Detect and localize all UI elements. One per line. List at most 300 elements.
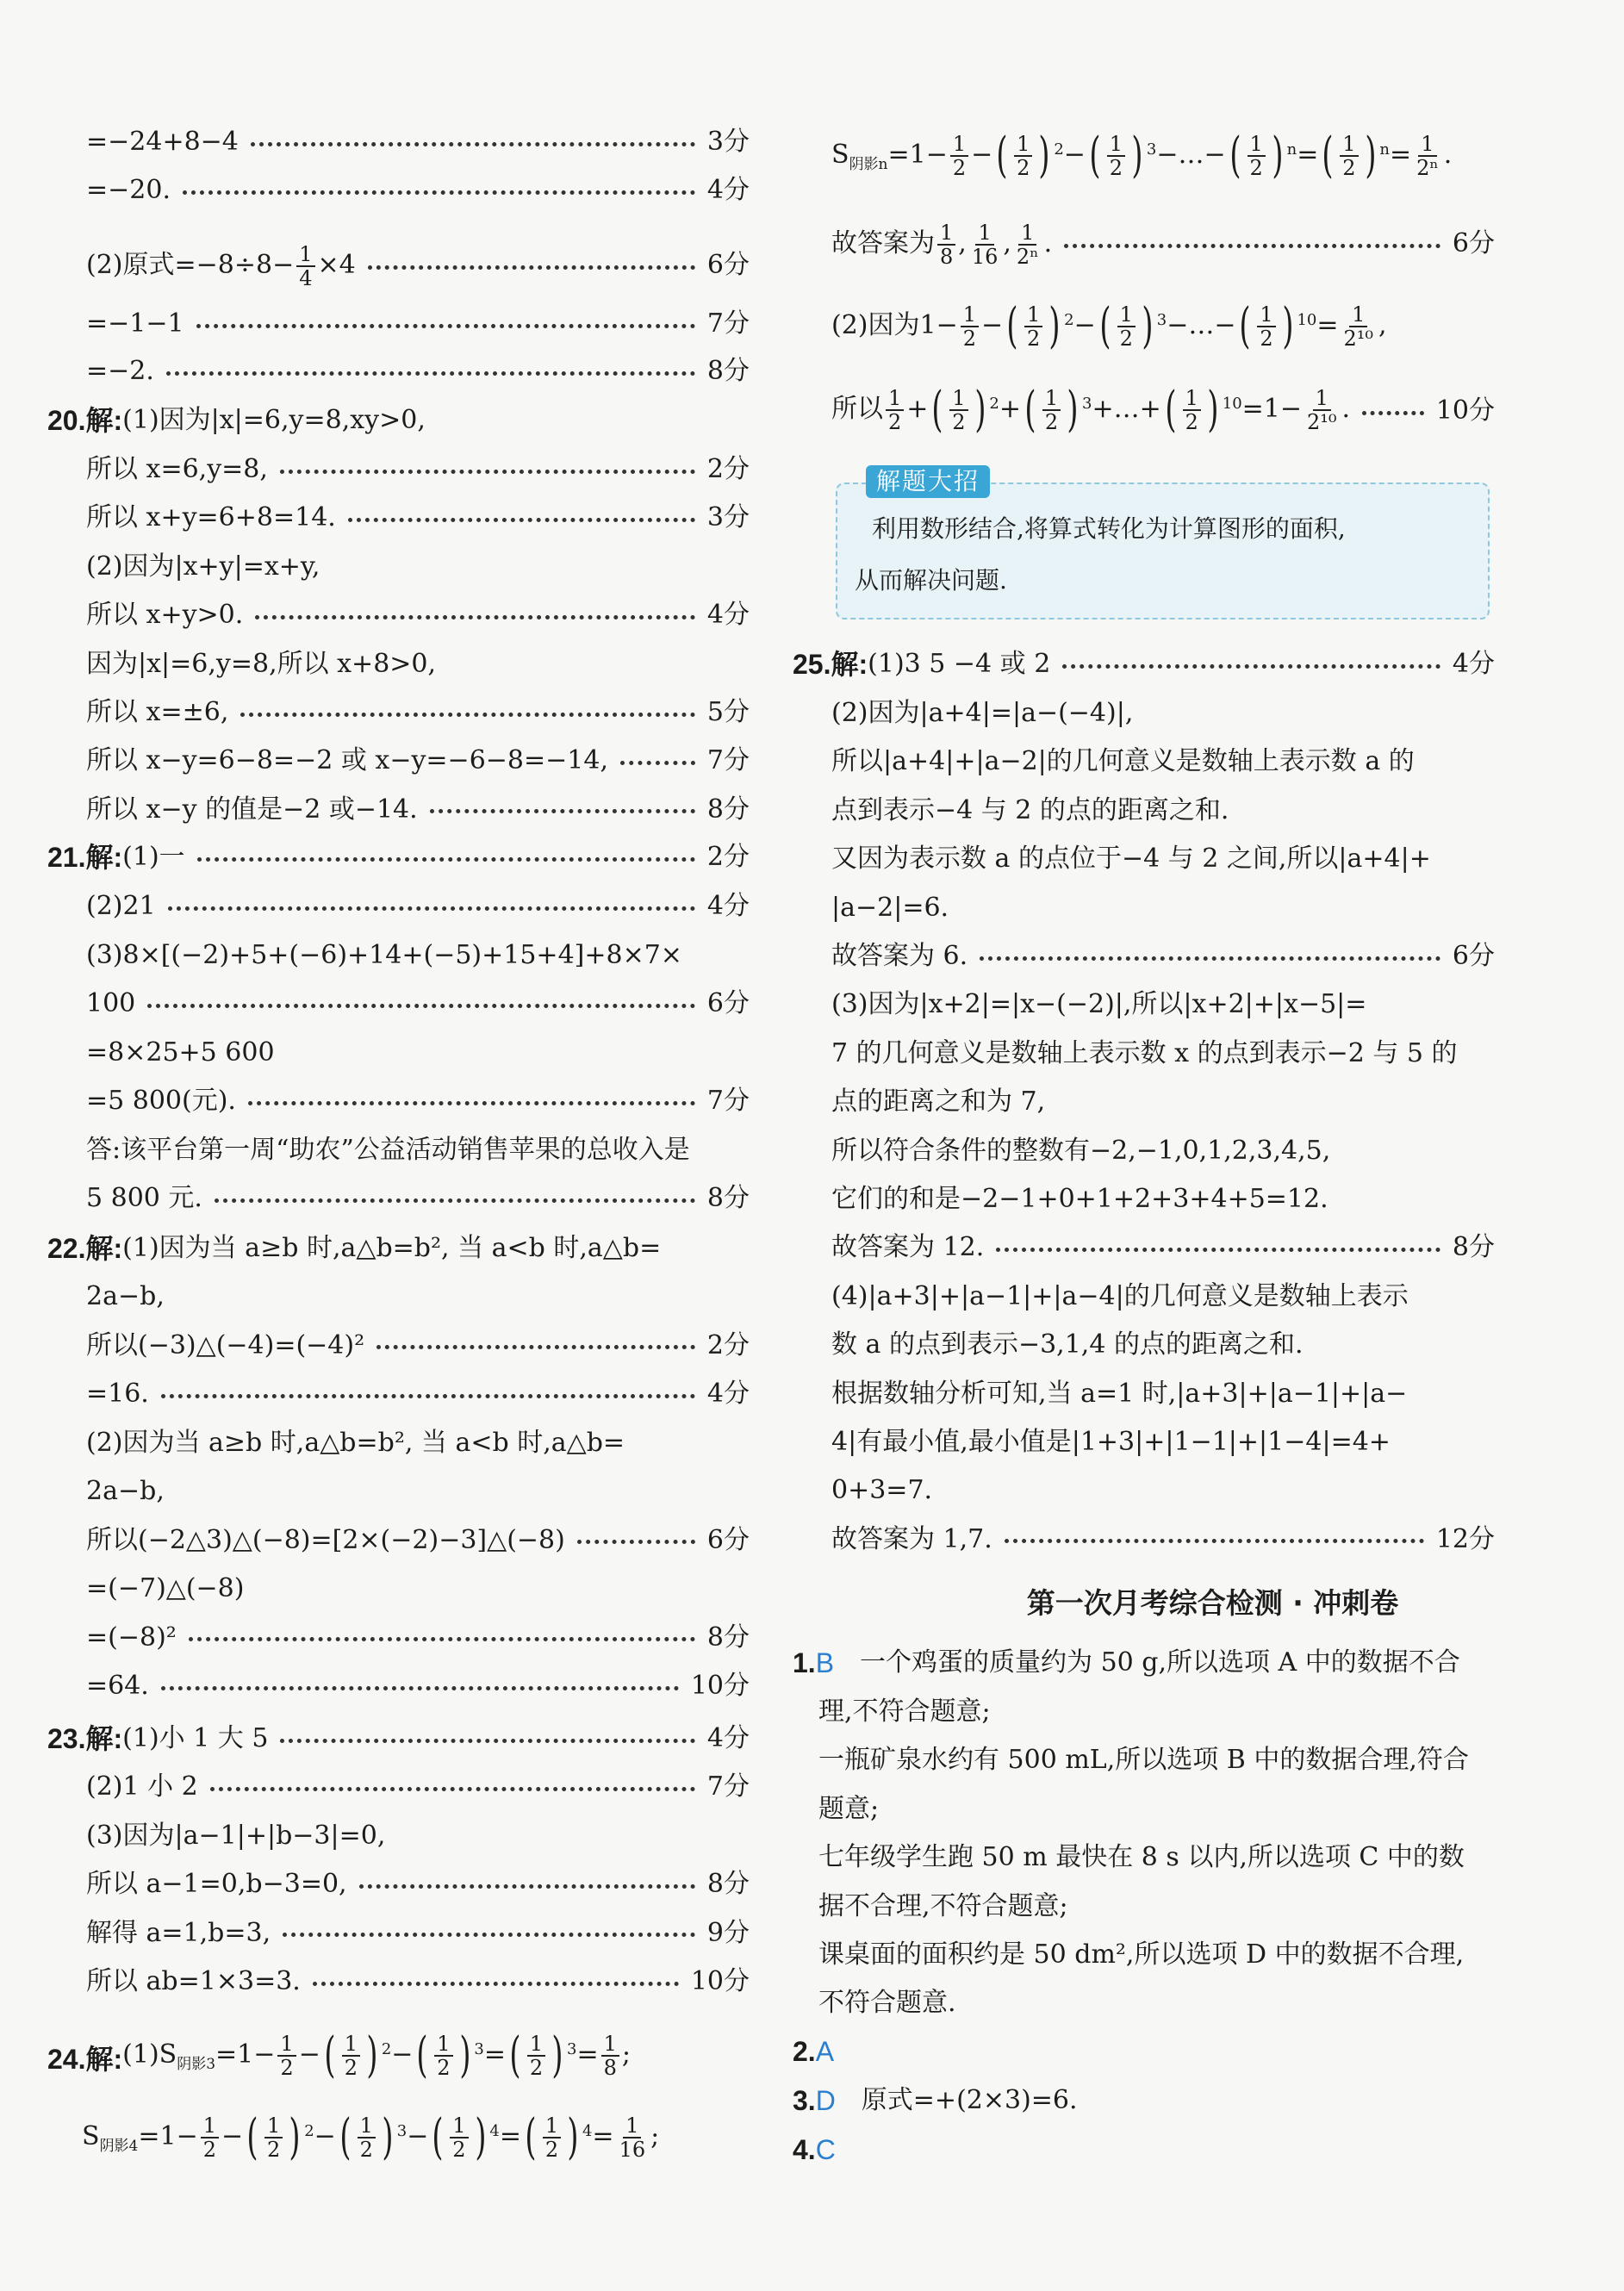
line-text: 4|有最小值,最小值是|1+3|+|1−1|+|1−4|=4+ bbox=[831, 1427, 1391, 1457]
leader-dots bbox=[368, 265, 695, 270]
numerator: 1 bbox=[1340, 133, 1358, 157]
question-heading bbox=[47, 2020, 750, 2098]
line-text: (2)因为|x+y|=x+y, bbox=[86, 551, 320, 582]
subscript: 阴影n bbox=[849, 155, 888, 173]
solution-line bbox=[86, 166, 750, 215]
leader-dots bbox=[183, 190, 695, 195]
expr-part: −…− bbox=[1167, 310, 1236, 340]
question-number: 4. bbox=[793, 2134, 816, 2165]
denominator: 2 bbox=[267, 2137, 281, 2162]
line-text: (2)因为当 a≥b 时,a△b=b², 当 a<b 时,a△b= bbox=[86, 1427, 625, 1458]
line-text: 所以符合条件的整数有−2,−1,0,1,2,3,4,5, bbox=[831, 1135, 1331, 1166]
solution-line bbox=[86, 1860, 750, 1908]
solution-line bbox=[831, 1223, 1495, 1272]
score: 8分 bbox=[706, 794, 750, 825]
line-text: (3)8×[(−2)+5+(−6)+14+(−5)+15+4]+8×7× bbox=[86, 939, 682, 970]
line-text: 2a−b, bbox=[86, 1281, 165, 1311]
expr-part: − bbox=[298, 2039, 320, 2070]
question-number: 20. bbox=[47, 405, 86, 436]
numerator: 1 bbox=[1248, 133, 1266, 157]
answer-choice: C bbox=[815, 2134, 836, 2165]
expr-part: − bbox=[925, 139, 948, 170]
line-text: 不符合题意. bbox=[818, 1988, 956, 2019]
leader-dots bbox=[359, 1884, 695, 1889]
fraction bbox=[277, 2033, 296, 2079]
explanation-line bbox=[818, 1931, 1495, 1979]
question-number: 21. bbox=[47, 842, 86, 873]
line-text: 数 a 的点到表示−3,1,4 的点的距离之和. bbox=[831, 1329, 1304, 1360]
expr-part: 1 bbox=[159, 2120, 177, 2151]
subscript: 阴影4 bbox=[99, 2137, 139, 2155]
exponent: 2 bbox=[1054, 140, 1064, 159]
score: 6分 bbox=[706, 988, 750, 1018]
expr-part: − bbox=[971, 139, 993, 170]
solution-line bbox=[831, 1175, 1495, 1223]
parenthesized-fraction: ( $\frac{1}{2}$ ) bbox=[931, 382, 986, 438]
line-text: 所以 x−y 的值是−2 或−14. bbox=[86, 794, 418, 825]
expr-part: S bbox=[831, 139, 849, 170]
leader-dots bbox=[189, 1637, 695, 1641]
leader-dots bbox=[1362, 411, 1424, 415]
score: 3分 bbox=[706, 502, 750, 533]
parenthesized-fraction: ( $\frac{1}{2}$ ) bbox=[339, 2108, 394, 2165]
solution-line bbox=[831, 884, 1495, 932]
line-text: (1)因为当 a≥b 时,a△b=b², 当 a<b 时,a△b= bbox=[122, 1233, 662, 1263]
solution-line bbox=[86, 591, 750, 639]
exponent: 3 bbox=[1146, 140, 1157, 159]
score: 7分 bbox=[706, 308, 750, 339]
question-heading bbox=[793, 640, 1495, 688]
denominator: 2 bbox=[1119, 327, 1133, 351]
solution-line bbox=[831, 738, 1495, 786]
solution-line bbox=[86, 118, 750, 166]
solution-lead: 解: bbox=[85, 1233, 123, 1264]
exponent: 3 bbox=[474, 2039, 484, 2058]
exponent: 4 bbox=[582, 2121, 593, 2140]
line-text: =(−7)△(−8) bbox=[86, 1573, 245, 1603]
denominator: 2 bbox=[888, 410, 902, 434]
explanation-line bbox=[818, 1736, 1495, 1784]
numerator: 1 bbox=[1042, 387, 1061, 411]
line-text: 7 的几何意义是数轴上表示数 x 的点到表示−2 与 5 的 bbox=[831, 1037, 1458, 1068]
solution-lead: 解: bbox=[85, 405, 123, 436]
line-text: =64. bbox=[86, 1671, 149, 1701]
denominator: 2 bbox=[1249, 155, 1263, 180]
score: 8分 bbox=[1452, 1232, 1495, 1263]
expr-part: (2)因为 bbox=[831, 310, 920, 340]
fraction bbox=[201, 2114, 219, 2161]
line-text: 七年级学生跑 50 m 最快在 8 s 以内,所以选项 C 中的数 bbox=[818, 1842, 1465, 1873]
line-text: 又因为表示数 a 的点位于−4 与 2 之间,所以|a+4|+ bbox=[831, 844, 1431, 875]
solution-line bbox=[86, 1029, 750, 1077]
line-text: =−1−1 bbox=[86, 308, 184, 339]
exponent: 4 bbox=[489, 2121, 500, 2140]
line-text: (1)因为|x|=6,y=8,xy>0, bbox=[122, 405, 426, 435]
solution-line bbox=[86, 931, 750, 980]
line-text: 原式=+(2×3)=6. bbox=[861, 2085, 1078, 2115]
exponent: 3 bbox=[567, 2039, 577, 2058]
numerator: 1 bbox=[358, 2114, 376, 2138]
shaded-area-4-formula bbox=[82, 2102, 750, 2180]
expr-part: ; bbox=[650, 2120, 660, 2151]
solution-line bbox=[831, 787, 1495, 835]
leader-dots bbox=[147, 1004, 695, 1008]
parenthesized-fraction: ( $\frac{1}{2}$ ) bbox=[1165, 382, 1219, 438]
denominator: 2 bbox=[1109, 155, 1123, 180]
numerator: 1 bbox=[1014, 133, 1032, 157]
line-text: =8×25+5 600 bbox=[86, 1037, 275, 1068]
denominator: 2 bbox=[529, 2055, 544, 2080]
leader-dots bbox=[313, 1982, 679, 1986]
line-text: (3)因为|x+2|=|x−(−2)|,所以|x+2|+|x−5|= bbox=[831, 989, 1367, 1020]
expr-part: − bbox=[1063, 139, 1086, 170]
solution-line bbox=[831, 1516, 1495, 1564]
score: 5分 bbox=[706, 697, 750, 727]
score: 8分 bbox=[706, 1183, 750, 1213]
solution-line bbox=[831, 1030, 1495, 1078]
solution-line bbox=[86, 233, 750, 298]
expr-part: = bbox=[499, 2120, 521, 2151]
numerator: 1 bbox=[277, 2033, 296, 2057]
leader-dots bbox=[1064, 244, 1440, 248]
line-text: 故答案为 6. bbox=[831, 941, 968, 971]
fraction bbox=[296, 243, 314, 289]
mc-answer bbox=[793, 1639, 1495, 1687]
numerator: 1 bbox=[1313, 387, 1331, 411]
exponent: 2 bbox=[989, 395, 999, 413]
leader-dots bbox=[251, 142, 695, 146]
line-text: =−20. bbox=[86, 175, 171, 205]
denominator: 8 bbox=[603, 2055, 617, 2080]
solution-line bbox=[831, 1078, 1495, 1126]
solution-lead: 解: bbox=[85, 842, 123, 873]
denominator: 2 bbox=[544, 2137, 559, 2162]
line-text: 所以 a−1=0,b−3=0, bbox=[86, 1869, 347, 1899]
leader-dots bbox=[280, 1739, 694, 1743]
expr-part: 所以 bbox=[831, 394, 883, 424]
solution-line bbox=[86, 1077, 750, 1125]
score: 4分 bbox=[1452, 649, 1495, 679]
solution-line bbox=[86, 1322, 750, 1370]
parenthesized-fraction: ( $\frac{1}{2}$ ) bbox=[432, 2108, 487, 2165]
formula-body bbox=[82, 2108, 660, 2170]
score: 7分 bbox=[706, 1771, 750, 1802]
expr-part: − bbox=[176, 2120, 198, 2151]
solution-line bbox=[86, 300, 750, 348]
denominator: 4 bbox=[299, 266, 313, 290]
solution-line bbox=[86, 1467, 750, 1516]
expr-part: = bbox=[215, 2039, 238, 2070]
line-text: 课桌面的面积约是 50 dm²,所以选项 D 中的数据不合理, bbox=[818, 1939, 1465, 1970]
numerator: 1 bbox=[264, 2114, 283, 2138]
denominator: 2 bbox=[437, 2055, 451, 2080]
expr-part: 1 bbox=[909, 139, 926, 170]
score: 4分 bbox=[706, 175, 750, 205]
parenthesized-fraction: ( $\frac{1}{2}$ ) bbox=[996, 127, 1050, 184]
line-text: 一个鸡蛋的质量约为 50 g,所以选项 A 中的数据不合 bbox=[860, 1647, 1460, 1678]
line-text: =−24+8−4 bbox=[86, 127, 239, 157]
expr-part: = bbox=[592, 2120, 614, 2151]
line-text: 点的距离之和为 7, bbox=[831, 1086, 1046, 1117]
question-number: 1. bbox=[793, 1647, 816, 1678]
solution-line bbox=[86, 1812, 750, 1860]
denominator: 2 bbox=[1185, 410, 1198, 434]
leader-dots bbox=[255, 615, 695, 619]
line-text: 所以 ab=1×3=3. bbox=[86, 1966, 301, 1996]
expr-part: ; bbox=[621, 2039, 631, 2070]
line-text: 所以 x=6,y=8, bbox=[86, 454, 268, 484]
line-text: 100 bbox=[86, 988, 136, 1018]
line-text: =5 800(元). bbox=[86, 1086, 236, 1116]
question-number: 24. bbox=[47, 2044, 86, 2075]
solution-line bbox=[86, 1419, 750, 1467]
solution-line bbox=[86, 1174, 750, 1223]
leader-dots bbox=[283, 1933, 695, 1937]
solution-line bbox=[86, 1565, 750, 1613]
score: 2分 bbox=[706, 842, 750, 872]
formula-body: $S_{阴影n}=1-$ $\frac{1}{2}$ − ( $\frac{1}{2}$ ) $^2$− ( $\frac{1}{2}$ ) $^3$−…− ( $\frac{1}{2}$ ) $^n$= ( $\frac{1}{2}$ ) $^n$= $\frac{1}{\text{2ⁿ}}$ . bbox=[831, 127, 1453, 184]
expr-part: − bbox=[221, 2120, 244, 2151]
solution-line bbox=[831, 689, 1495, 738]
leader-dots bbox=[348, 518, 695, 522]
solution-lead: 解: bbox=[85, 2044, 123, 2075]
line-text: 所以 x−y=6−8=−2 或 x−y=−6−8=−14, bbox=[86, 745, 608, 776]
expr-part: 1 bbox=[919, 310, 936, 340]
denominator: 2 bbox=[1017, 155, 1030, 180]
expr-part: (2)原式=−8÷8− bbox=[86, 250, 295, 280]
answer-choice: D bbox=[815, 2085, 836, 2116]
mc-answer bbox=[793, 2076, 1495, 2125]
score: 8分 bbox=[706, 1622, 750, 1653]
fraction bbox=[950, 133, 968, 179]
numerator: 1 bbox=[1349, 303, 1367, 327]
score: 3分 bbox=[706, 127, 750, 157]
fraction bbox=[1014, 221, 1042, 268]
parenthesized-fraction: ( $\frac{1}{2}$ ) bbox=[1229, 127, 1284, 184]
expr-part: +…+ bbox=[1092, 394, 1161, 424]
parenthesized-fraction: ( $\frac{1}{2}$ ) bbox=[1239, 298, 1294, 354]
mc-answer bbox=[793, 2126, 1495, 2174]
line-text: (2)因为|a+4|=|a−(−4)|, bbox=[831, 698, 1134, 728]
line-text: 据不合理,不符合题意; bbox=[818, 1890, 1068, 1921]
line-text: 答:该平台第一周“助农”公益活动销售苹果的总收入是 bbox=[86, 1134, 690, 1165]
leader-dots bbox=[1005, 1539, 1424, 1543]
leader-dots bbox=[168, 906, 695, 911]
denominator: 2 bbox=[952, 410, 966, 434]
tip-label: 解题大招 bbox=[866, 465, 990, 498]
expr-part: − bbox=[391, 2039, 414, 2070]
parenthesized-fraction: ( $\frac{1}{2}$ ) bbox=[1322, 127, 1377, 184]
exponent: n bbox=[1286, 140, 1297, 159]
solution-line bbox=[86, 786, 750, 834]
answer-choice: A bbox=[815, 2036, 835, 2067]
score: 6分 bbox=[1452, 941, 1495, 971]
solution-lead: 解: bbox=[85, 1723, 123, 1754]
expr-part: = bbox=[887, 139, 910, 170]
numerator: 1 bbox=[527, 2033, 545, 2057]
score: 4分 bbox=[706, 891, 750, 921]
solution-lead: 解: bbox=[831, 649, 868, 680]
line-text: 因为|x|=6,y=8,所以 x+8>0, bbox=[86, 648, 437, 679]
leader-dots bbox=[197, 857, 695, 862]
line-text: (2)21 bbox=[86, 891, 156, 921]
question-heading bbox=[47, 833, 750, 881]
exponent: n bbox=[1379, 140, 1390, 159]
exponent: 2 bbox=[381, 2039, 392, 2058]
solution-line bbox=[831, 1273, 1495, 1321]
line-text: 根据数轴分析可知,当 a=1 时,|a+3|+|a−1|+|a− bbox=[831, 1378, 1408, 1409]
solution-line bbox=[86, 347, 750, 395]
shaded-area-n-formula bbox=[831, 121, 1598, 198]
score: 2分 bbox=[706, 454, 750, 484]
denominator: 2 bbox=[202, 2137, 217, 2162]
numerator: 1 bbox=[1117, 303, 1136, 327]
expr-part: = bbox=[483, 2039, 507, 2070]
shaded-area-3-formula bbox=[122, 2026, 631, 2089]
solution-line bbox=[86, 980, 750, 1028]
numerator: 1 bbox=[296, 243, 314, 267]
section-title: 第一次月考综合检测 · 冲刺卷 bbox=[1026, 1586, 1399, 1620]
score: 4分 bbox=[706, 1379, 750, 1409]
fraction bbox=[886, 387, 904, 433]
question-number: 2. bbox=[793, 2036, 816, 2067]
score: 7分 bbox=[706, 745, 750, 776]
parenthesized-fraction: ( $\frac{1}{2}$ ) bbox=[1006, 298, 1061, 354]
parenthesized-fraction: ( $\frac{1}{2}$ ) bbox=[1024, 382, 1079, 438]
solution-line bbox=[831, 981, 1495, 1029]
expr-part: 1 bbox=[237, 2039, 254, 2070]
expr-part: ×4 bbox=[317, 250, 356, 280]
denominator: 2 bbox=[452, 2137, 466, 2162]
exponent: 10 bbox=[1222, 395, 1242, 413]
line-text: 5 800 元. bbox=[86, 1183, 202, 1213]
exponent: 3 bbox=[396, 2121, 408, 2140]
denominator: 2 bbox=[1342, 155, 1356, 180]
line-text: (3)因为|a−1|+|b−3|=0, bbox=[86, 1820, 386, 1851]
leader-dots bbox=[577, 1540, 695, 1544]
line-text: 所以 x+y>0. bbox=[86, 600, 244, 631]
denominator: 2ⁿ bbox=[1016, 245, 1039, 269]
expr-part: −…− bbox=[1156, 139, 1226, 170]
explanation-line bbox=[818, 1883, 1495, 1931]
denominator: 2 bbox=[1027, 327, 1041, 351]
parenthesized-fraction: ( $\frac{1}{2}$ ) bbox=[1089, 127, 1143, 184]
denominator: 2ⁿ bbox=[1416, 155, 1439, 180]
score: 6分 bbox=[706, 1524, 750, 1555]
solution-line bbox=[86, 1909, 750, 1958]
denominator: 2 bbox=[962, 327, 977, 351]
fraction bbox=[961, 303, 979, 350]
denominator: 16 bbox=[971, 245, 999, 269]
numerator: 1 bbox=[975, 221, 993, 246]
line-text bbox=[86, 241, 356, 289]
denominator: 16 bbox=[619, 2137, 646, 2162]
line-text: 题意; bbox=[818, 1793, 880, 1824]
line-text: 2a−b, bbox=[86, 1476, 165, 1506]
line-text: 所以|a+4|+|a−2|的几何意义是数轴上表示数 a 的 bbox=[831, 746, 1415, 777]
solution-line bbox=[86, 640, 750, 688]
line-text: 0+3=7. bbox=[831, 1475, 933, 1506]
exponent: 10 bbox=[1297, 311, 1317, 329]
question-number: 3. bbox=[793, 2085, 816, 2116]
expr-part: = bbox=[576, 2039, 599, 2070]
fraction bbox=[937, 221, 955, 268]
expr-part: 故答案为 bbox=[831, 228, 935, 258]
solution-line bbox=[831, 211, 1495, 277]
line-text: 它们的和是−2−1+0+1+2+3+4+5=12. bbox=[831, 1184, 1328, 1214]
sum-formula bbox=[831, 372, 1495, 450]
numerator: 1 bbox=[1018, 221, 1036, 246]
fraction bbox=[1341, 303, 1377, 350]
line-text: 所以 x+y=6+8=14. bbox=[86, 502, 336, 533]
solution-line bbox=[831, 1466, 1495, 1515]
expr-part: = bbox=[138, 2120, 160, 2151]
score: 12分 bbox=[1435, 1523, 1495, 1554]
exponent: 2 bbox=[1064, 311, 1074, 329]
leader-dots bbox=[430, 809, 695, 813]
line-text: 故答案为 12. bbox=[831, 1232, 985, 1263]
solution-line bbox=[86, 882, 750, 931]
denominator: 2 bbox=[1044, 410, 1059, 434]
expr-part: 1 bbox=[1263, 394, 1280, 424]
expr-part: = bbox=[1316, 310, 1339, 340]
score: 9分 bbox=[706, 1917, 750, 1948]
numerator: 1 bbox=[201, 2114, 219, 2138]
line-text: (1)一 bbox=[122, 842, 185, 872]
solution-line bbox=[831, 1418, 1495, 1466]
solution-line bbox=[86, 1614, 750, 1662]
line-text: 一瓶矿泉水约有 500 mL,所以选项 B 中的数据合理,符合 bbox=[818, 1745, 1469, 1776]
explanation-line bbox=[818, 1688, 1495, 1736]
line-text: 理,不符合题意; bbox=[818, 1696, 991, 1727]
leader-dots bbox=[280, 470, 695, 474]
score: 4分 bbox=[706, 600, 750, 631]
explanation-line bbox=[818, 1833, 1495, 1882]
numerator: 1 bbox=[1183, 387, 1201, 411]
parenthesized-fraction: ( $\frac{1}{2}$ ) bbox=[1099, 298, 1154, 354]
leader-dots bbox=[196, 324, 695, 328]
leader-dots bbox=[1062, 664, 1440, 669]
explanation-line bbox=[818, 1979, 1495, 2027]
line-text: =(−8)² bbox=[86, 1622, 177, 1653]
leader-dots bbox=[210, 1787, 695, 1791]
question-number: 25. bbox=[793, 649, 831, 680]
tip-line: 利用数形结合,将算式转化为计算图形的面积, bbox=[872, 514, 1346, 543]
exponent: 3 bbox=[1156, 311, 1167, 329]
line-text: 故答案为 1,7. bbox=[831, 1523, 992, 1554]
leader-dots bbox=[215, 1198, 695, 1203]
question-number: 23. bbox=[47, 1723, 86, 1754]
answer-choice: B bbox=[815, 1647, 835, 1678]
numerator: 1 bbox=[950, 133, 968, 157]
expr-part: − bbox=[936, 310, 958, 340]
solution-line bbox=[86, 1662, 750, 1710]
solution-line bbox=[86, 737, 750, 785]
line-text: 所以(−3)△(−4)=(−4)² bbox=[86, 1329, 365, 1360]
parenthesized-fraction: ( $\frac{1}{2}$ ) bbox=[246, 2108, 301, 2165]
numerator: 1 bbox=[886, 387, 904, 411]
solution-line bbox=[831, 1127, 1495, 1175]
solution-line bbox=[86, 445, 750, 494]
numerator: 1 bbox=[937, 221, 955, 246]
leader-dots bbox=[161, 1686, 679, 1690]
question-heading bbox=[47, 1715, 750, 1763]
expr-part: (1)S bbox=[122, 2039, 177, 2070]
score: 6分 bbox=[706, 250, 750, 280]
parenthesized-fraction: ( $\frac{1}{2}$ ) bbox=[324, 2026, 378, 2083]
solution-line bbox=[86, 1273, 750, 1321]
question-heading bbox=[47, 1224, 750, 1273]
